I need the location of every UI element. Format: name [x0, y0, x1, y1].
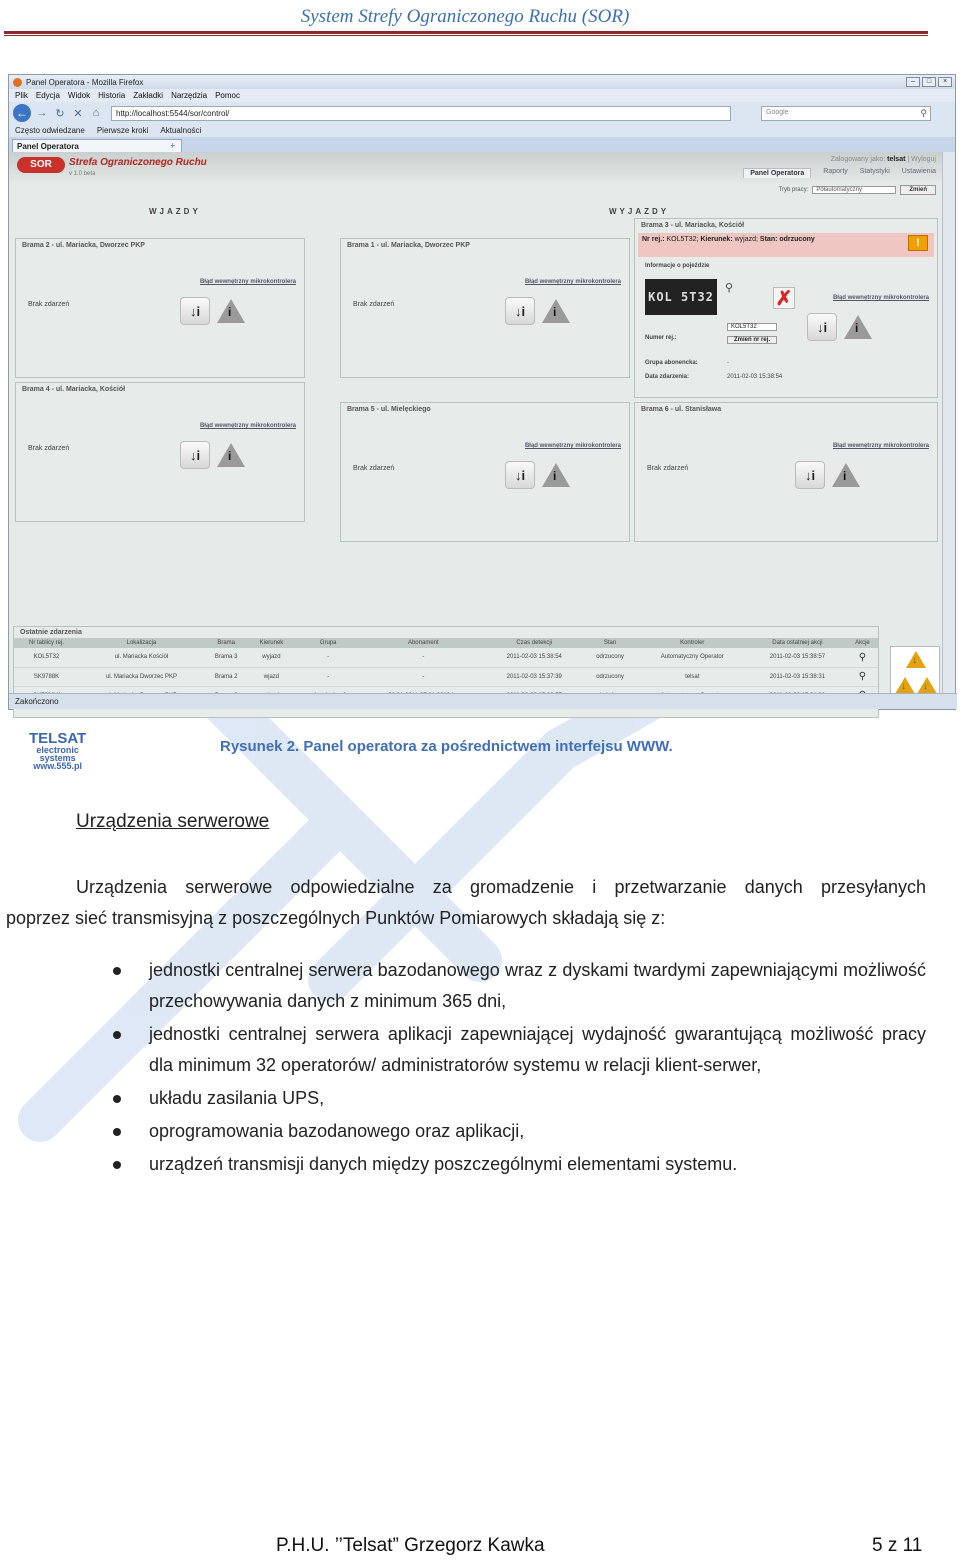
no-events-text: Brak zdarzeń — [353, 465, 395, 472]
login-info: Zalogowany jako: telsat | Wyloguj — [830, 156, 936, 163]
gate-panel-3 — [634, 218, 938, 398]
page-header — [0, 0, 960, 40]
close-window-button[interactable]: × — [938, 77, 952, 87]
window-title: Panel Operatora - Mozilla Firefox — [26, 77, 144, 87]
cell: 2011-02-03 15:38:57 — [748, 648, 847, 667]
maximize-button[interactable]: □ — [922, 77, 936, 87]
footer-company: P.H.U. ’’Telsat” Grzegorz Kawka — [276, 1535, 545, 1556]
cell: 2011-02-03 15:37:39 — [485, 667, 584, 686]
page-number: 5 z 11 — [872, 1535, 923, 1556]
cell: - — [362, 648, 485, 667]
controller-error-link[interactable]: Błąd wewnętrzny mikrokontrolera — [524, 443, 621, 449]
bookmark-pierwsze-kroki[interactable]: Pierwsze kroki — [96, 126, 149, 135]
warning-icon[interactable]: i — [216, 297, 246, 325]
warning-icon[interactable]: i — [541, 297, 571, 325]
menu-widok[interactable]: Widok — [67, 91, 91, 100]
tab-panel-operatora-app[interactable]: Panel Operatora — [743, 168, 811, 178]
paragraph-line-1: Urządzenia serwerowe odpowiedzialne za gromadzenie i przetwarzanie danych przesyłanych — [76, 877, 926, 897]
app-version: v 1.0 beta — [69, 171, 96, 177]
paragraph-line-2: poprzez sieć transmisyjną z poszczególnych Punktów Pomiarowych składają się z: — [6, 908, 666, 928]
mode-select[interactable]: Półautomatyczny — [812, 186, 896, 194]
gate-name: Brama 1 - ul. Mariacka, Dworzec PKP — [347, 242, 470, 249]
col-gate[interactable]: Brama — [204, 638, 248, 648]
date-value: 2011-02-03 15:38:54 — [727, 374, 783, 380]
cell: - — [362, 667, 485, 686]
menu-edycja[interactable]: Edycja — [35, 91, 60, 100]
table-row[interactable] — [14, 648, 878, 667]
table-row[interactable] — [14, 667, 878, 686]
barrier-down-info-icon[interactable]: ↓i — [180, 441, 210, 469]
logout-link[interactable]: Wyloguj — [911, 156, 936, 163]
gate-arrow-icon: ↓ — [906, 651, 926, 668]
exits-label: WYJAZDY — [609, 207, 670, 216]
firefox-icon — [13, 78, 22, 87]
cell: - — [295, 667, 362, 686]
bookmarks-bar — [9, 124, 955, 137]
list-item: jednostki centralnej serwera aplikacji zapewniającej wydajność gwarantującą możliwość pracy dla minimum 32 operatorów/ administratorów systemu w relacji klient-serwer, — [110, 1019, 926, 1081]
cell: wjazd — [248, 667, 294, 686]
list-item: oprogramowania bazodanowego oraz aplikacji, — [110, 1116, 926, 1147]
header-rule-thin — [4, 35, 928, 36]
alert-exclamation-icon[interactable]: ! — [908, 235, 928, 251]
tab-statystyki[interactable]: Statystyki — [859, 168, 890, 175]
vehicle-info-title: Informacje o pojeździe — [645, 263, 710, 269]
cell: Brama 2 — [204, 667, 248, 686]
alert-dir: wyjazd — [734, 236, 757, 243]
brand-line1: electronic — [36, 745, 79, 755]
menu-bar — [9, 89, 955, 102]
col-detection-time[interactable]: Czas detekcji — [485, 638, 584, 648]
stop-icon[interactable]: ✕ — [73, 107, 83, 120]
mode-selector — [779, 185, 936, 195]
gate-alert: Nr rej.: KOL5T32; Kierunek: wyjazd; Stan: odrzucony ! — [638, 233, 934, 257]
navigation-toolbar — [9, 102, 955, 124]
col-controller[interactable]: Kontroler — [636, 638, 748, 648]
col-location[interactable]: Lokalizacja — [79, 638, 204, 648]
menu-narzedzia[interactable]: Narzędzia — [171, 91, 208, 100]
no-events-text: Brak zdarzeń — [353, 301, 395, 308]
cell: telsat — [636, 667, 748, 686]
page-header-title: System Strefy Ograniczonego Ruchu (SOR) — [300, 6, 630, 27]
controller-error-link[interactable]: Błąd wewnętrzny mikrokontrolera — [524, 279, 621, 285]
gate-arrow-icon: ↓ — [895, 677, 915, 694]
new-tab-icon[interactable]: + — [170, 141, 175, 150]
menu-historia[interactable]: Historia — [98, 91, 126, 100]
plate-number-input[interactable]: KOL5T32 — [727, 323, 777, 331]
gate-name: Brama 6 - ul. Stanisława — [641, 406, 722, 413]
col-plate[interactable]: Nr tablicy rej. — [14, 638, 79, 648]
alert-plate: KOL5T32 — [666, 236, 697, 243]
controller-error-link[interactable]: Błąd wewnętrzny mikrokontrolera — [832, 443, 929, 449]
cell: 2011-02-03 15:38:31 — [748, 667, 847, 686]
controller-error-link[interactable]: Błąd wewnętrzny mikrokontrolera — [832, 295, 929, 301]
bookmark-aktualnosci[interactable]: Aktualności — [160, 126, 202, 135]
cell: ul. Mariacka Dworzec PKP — [79, 667, 204, 686]
list-item: urządzeń transmisji danych między poszczególnymi elementami systemu. — [110, 1149, 926, 1180]
barrier-down-info-icon[interactable]: ↓i — [505, 461, 535, 489]
status-bar: Zakończono — [9, 693, 957, 709]
section-heading: Urządzenia serwerowe — [76, 811, 270, 832]
search-placeholder: Google — [766, 108, 789, 116]
barrier-down-info-icon[interactable]: ↓i — [795, 461, 825, 489]
brand-name: TELSAT — [29, 730, 87, 747]
sor-logo: SOR — [17, 157, 65, 173]
home-icon[interactable]: ⌂ — [92, 107, 100, 119]
tab-label: Panel Operatora — [17, 142, 79, 151]
gate-panel-4 — [15, 382, 305, 522]
tab-ustawienia[interactable]: Ustawienia — [901, 168, 936, 175]
warning-icon[interactable]: i — [216, 441, 246, 469]
reject-icon[interactable]: ✗ — [773, 287, 795, 309]
header-rule — [4, 31, 928, 34]
login-prefix: Zalogowany jako: — [830, 156, 886, 163]
plate-number-label: Numer rej.: — [645, 335, 677, 341]
warning-icon[interactable]: i — [843, 313, 873, 341]
forward-arrow-icon[interactable]: → — [36, 107, 48, 119]
alert-dir-label: Kierunek: — [700, 236, 733, 243]
cell: wyjazd — [248, 648, 294, 667]
search-icon[interactable]: ⚲ — [920, 107, 927, 118]
col-direction[interactable]: Kierunek — [248, 638, 294, 648]
app-header — [9, 152, 944, 186]
figure-caption: Rysunek 2. Panel operatora za pośrednictwem interfejsu WWW. — [220, 738, 673, 755]
barrier-down-info-icon[interactable]: ↓i — [180, 297, 210, 325]
details-search-icon[interactable]: ⚲ — [858, 651, 867, 663]
date-label: Data zdarzenia: — [645, 374, 690, 380]
list-item: jednostki centralnej serwera bazodanowego wraz z dyskami twardymi zapewniającymi możliwość przechowywania danych z minimum 365 dni, — [110, 955, 926, 1017]
controller-error-link[interactable]: Błąd wewnętrzny mikrokontrolera — [199, 423, 296, 429]
plate-image: KOL 5T32 — [645, 279, 717, 315]
barrier-down-info-icon[interactable]: ↓i — [505, 297, 535, 325]
group-value: - — [727, 360, 729, 366]
warning-icon[interactable]: i — [831, 461, 861, 489]
col-group[interactable]: Grupa — [295, 638, 362, 648]
brand-line2: systems — [39, 753, 76, 763]
page-scrollbar[interactable] — [942, 152, 955, 695]
gate-name: Brama 4 - ul. Mariacka, Kościół — [22, 386, 126, 393]
paragraph — [6, 872, 926, 934]
warning-icon[interactable]: i — [541, 461, 571, 489]
events-title: Ostatnie zdarzenia — [20, 629, 82, 636]
cell: odrzucony — [584, 667, 637, 686]
login-user: telsat — [887, 156, 906, 163]
cell: SK9788K — [14, 667, 79, 686]
back-arrow-icon[interactable]: ← — [13, 104, 31, 122]
menu-zakladki[interactable]: Zakładki — [133, 91, 164, 100]
alert-state: odrzucony — [779, 236, 815, 243]
gate-arrow-icon: ↓ — [917, 677, 937, 694]
minimize-button[interactable]: – — [906, 77, 920, 87]
barrier-down-info-icon[interactable]: ↓i — [807, 313, 837, 341]
menu-plik[interactable]: Plik — [15, 91, 28, 100]
gate-panel-5 — [340, 402, 630, 542]
app-name: Strefa Ograniczonego Ruchu — [69, 157, 207, 168]
gate-name: Brama 3 - ul. Mariacka, Kościół — [641, 222, 745, 229]
col-subscription[interactable]: Abonament — [362, 638, 485, 648]
no-events-text: Brak zdarzeń — [647, 465, 689, 472]
cell: odrzucony — [584, 648, 637, 667]
cell: 2011-02-03 15:38:54 — [485, 648, 584, 667]
controller-error-link[interactable]: Błąd wewnętrzny mikrokontrolera — [199, 279, 296, 285]
mode-label: Tryb pracy: — [778, 187, 809, 193]
no-events-text: Brak zdarzeń — [28, 301, 70, 308]
details-search-icon[interactable]: ⚲ — [858, 671, 867, 682]
tab-raporty[interactable]: Raporty — [823, 168, 848, 175]
change-plate-button[interactable]: Zmień nr rej. — [727, 336, 777, 344]
gate-panel-1 — [340, 238, 630, 378]
gate-panel-6 — [634, 402, 938, 542]
events-header-row — [14, 638, 878, 648]
url-bar[interactable]: http://localhost:5544/sor/control/ — [111, 106, 731, 121]
cell: ul. Mariacka Kościół — [79, 648, 204, 667]
tab-strip — [9, 137, 955, 152]
tab-panel-operatora[interactable] — [12, 139, 182, 152]
telsat-logo — [29, 732, 86, 770]
cell: Automatyczny Operator — [636, 648, 748, 667]
alert-state-label: Stan: — [759, 236, 778, 243]
menu-pomoc[interactable]: Pomoc — [215, 91, 240, 100]
list-item: układu zasilania UPS, — [110, 1083, 926, 1114]
mode-change-button[interactable]: Zmień — [900, 185, 936, 195]
col-last-action[interactable]: Data ostatniej akcji — [748, 638, 847, 648]
zoom-icon[interactable]: ⚲ — [725, 282, 734, 294]
alert-plate-label: Nr rej.: — [642, 236, 665, 243]
cell: KOL5T32 — [14, 648, 79, 667]
gate-name: Brama 2 - ul. Mariacka, Dworzec PKP — [22, 242, 145, 249]
entries-label: WJAZDY — [149, 207, 201, 216]
cell: Brama 3 — [204, 648, 248, 667]
col-state[interactable]: Stan — [584, 638, 637, 648]
cell: - — [295, 648, 362, 667]
app-tabs — [743, 168, 936, 178]
no-events-text: Brak zdarzeń — [28, 445, 70, 452]
bookmark-czesto-odwiedzane[interactable]: Często odwiedzane — [15, 126, 85, 135]
brand-line3: www.555.pl — [33, 761, 82, 771]
bullet-list — [110, 955, 926, 1182]
gate-name: Brama 5 - ul. Mielęckiego — [347, 406, 431, 413]
search-input[interactable] — [761, 106, 931, 121]
col-actions: Akcje — [847, 638, 878, 648]
window-title-bar — [9, 75, 955, 89]
reload-icon[interactable]: ↻ — [55, 107, 65, 120]
group-label: Grupa abonencka: — [645, 360, 698, 366]
gate-panel-2 — [15, 238, 305, 378]
